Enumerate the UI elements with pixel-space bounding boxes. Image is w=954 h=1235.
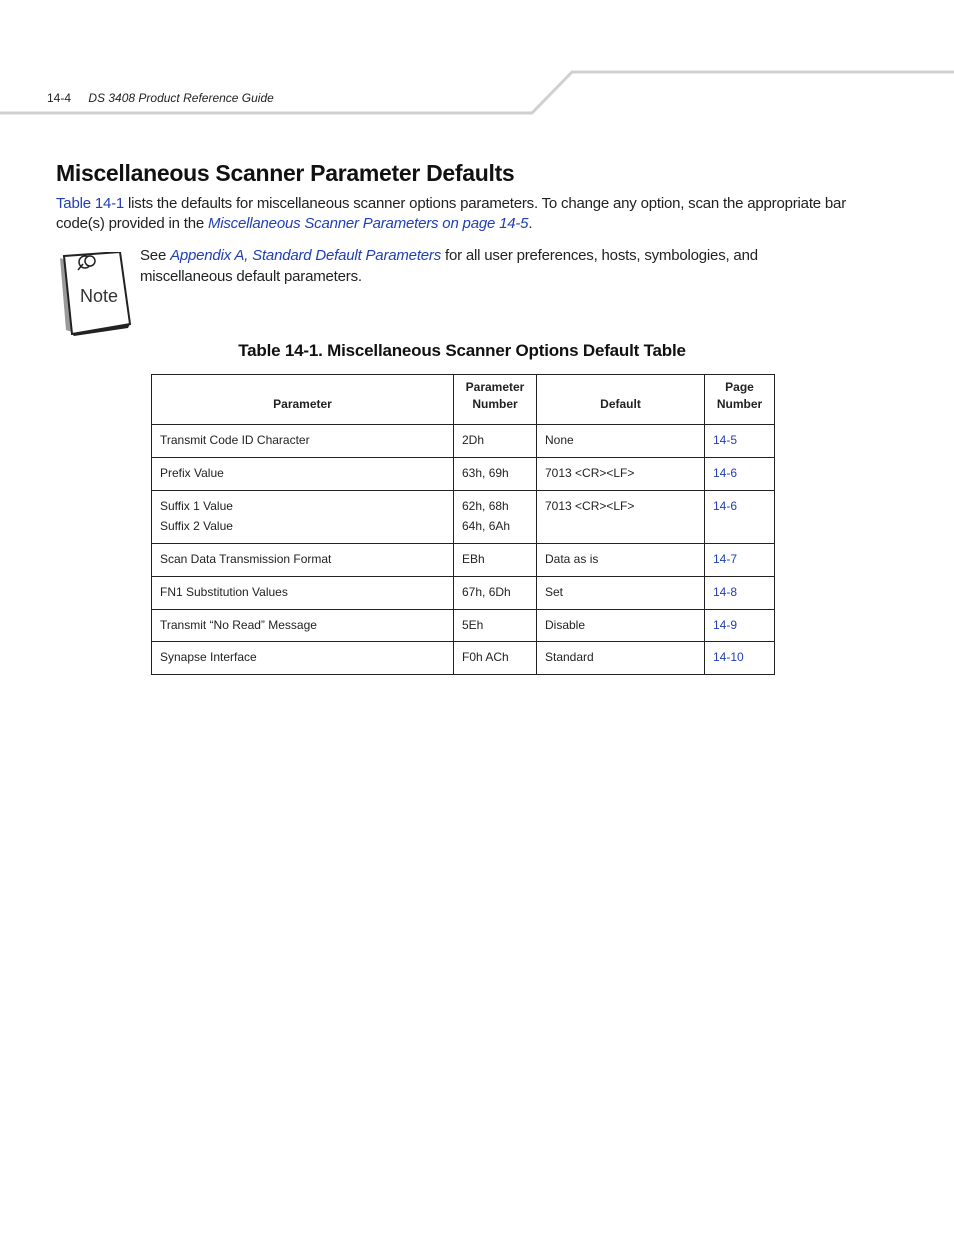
- table-row: [152, 577, 775, 610]
- cell-number: 67h, 6Dh: [454, 577, 537, 610]
- table-row: [152, 458, 775, 491]
- note-icon: [58, 252, 134, 338]
- defaults-table: [151, 374, 775, 675]
- header-parameter-number: Parameter Number: [454, 375, 537, 425]
- table-row: [152, 544, 775, 577]
- table-row: [152, 610, 775, 642]
- page-link[interactable]: 14-7: [713, 552, 738, 566]
- page-link[interactable]: 14-9: [713, 618, 738, 632]
- table-row: [152, 491, 775, 544]
- page-number: 14-4: [47, 91, 72, 105]
- cell-parameter: FN1 Substitution Values: [152, 577, 454, 610]
- intro-text: lists the defaults for miscellaneous scanner options parameters. To change any option, scan the appropriate bar code(s) provided in the: [56, 195, 846, 232]
- cell-parameter: Transmit Code ID Character: [152, 425, 454, 458]
- note-text-end: for all user preferences, hosts, symbologies, and miscellaneous default parameters.: [140, 247, 758, 285]
- cell-number: 5Eh: [454, 610, 537, 642]
- table-link[interactable]: Table 14-1: [56, 195, 125, 212]
- cell-number: F0h ACh: [454, 642, 537, 675]
- cell-parameter: Synapse Interface: [152, 642, 454, 675]
- cell-default: 7013 <CR><LF>: [537, 458, 705, 491]
- cell-default: None: [537, 425, 705, 458]
- header-page-number: Page Number: [705, 375, 775, 425]
- cell-number: 2Dh: [454, 425, 537, 458]
- page-link[interactable]: 14-6: [713, 466, 738, 480]
- intro-paragraph: [56, 194, 886, 234]
- appendix-link[interactable]: Appendix A, Standard Default Parameters: [170, 247, 442, 264]
- cell-parameter: Suffix 1 Value Suffix 2 Value: [152, 491, 454, 544]
- guide-title: DS 3408 Product Reference Guide: [88, 91, 274, 105]
- note-icon-label: Note: [80, 286, 119, 306]
- cell-default: Set: [537, 577, 705, 610]
- table-header-row: [152, 375, 775, 425]
- header-parameter: Parameter: [152, 375, 454, 425]
- intro-text-end: .: [528, 215, 533, 232]
- running-header: [47, 91, 274, 105]
- cell-default: Disable: [537, 610, 705, 642]
- misc-params-link[interactable]: Miscellaneous Scanner Parameters on page 14-5: [207, 215, 529, 232]
- cell-parameter: Scan Data Transmission Format: [152, 544, 454, 577]
- page-link[interactable]: 14-8: [713, 585, 738, 599]
- header-default: Default: [537, 375, 705, 425]
- table-row: [152, 642, 775, 675]
- page-link[interactable]: 14-6: [713, 499, 738, 513]
- page-link[interactable]: 14-5: [713, 433, 738, 447]
- cell-number: 62h, 68h 64h, 6Ah: [454, 491, 537, 544]
- cell-parameter: Transmit “No Read” Message: [152, 610, 454, 642]
- cell-default: 7013 <CR><LF>: [537, 491, 705, 544]
- note-text-start: See: [140, 247, 171, 264]
- cell-number: 63h, 69h: [454, 458, 537, 491]
- table-caption: Table 14-1. Miscellaneous Scanner Options Default Table: [238, 341, 686, 360]
- note-text: [140, 245, 780, 287]
- table-row: [152, 425, 775, 458]
- cell-default: Standard: [537, 642, 705, 675]
- cell-parameter: Prefix Value: [152, 458, 454, 491]
- section-title: Miscellaneous Scanner Parameter Defaults: [56, 160, 515, 186]
- page-link[interactable]: 14-10: [713, 650, 744, 664]
- cell-default: Data as is: [537, 544, 705, 577]
- cell-number: EBh: [454, 544, 537, 577]
